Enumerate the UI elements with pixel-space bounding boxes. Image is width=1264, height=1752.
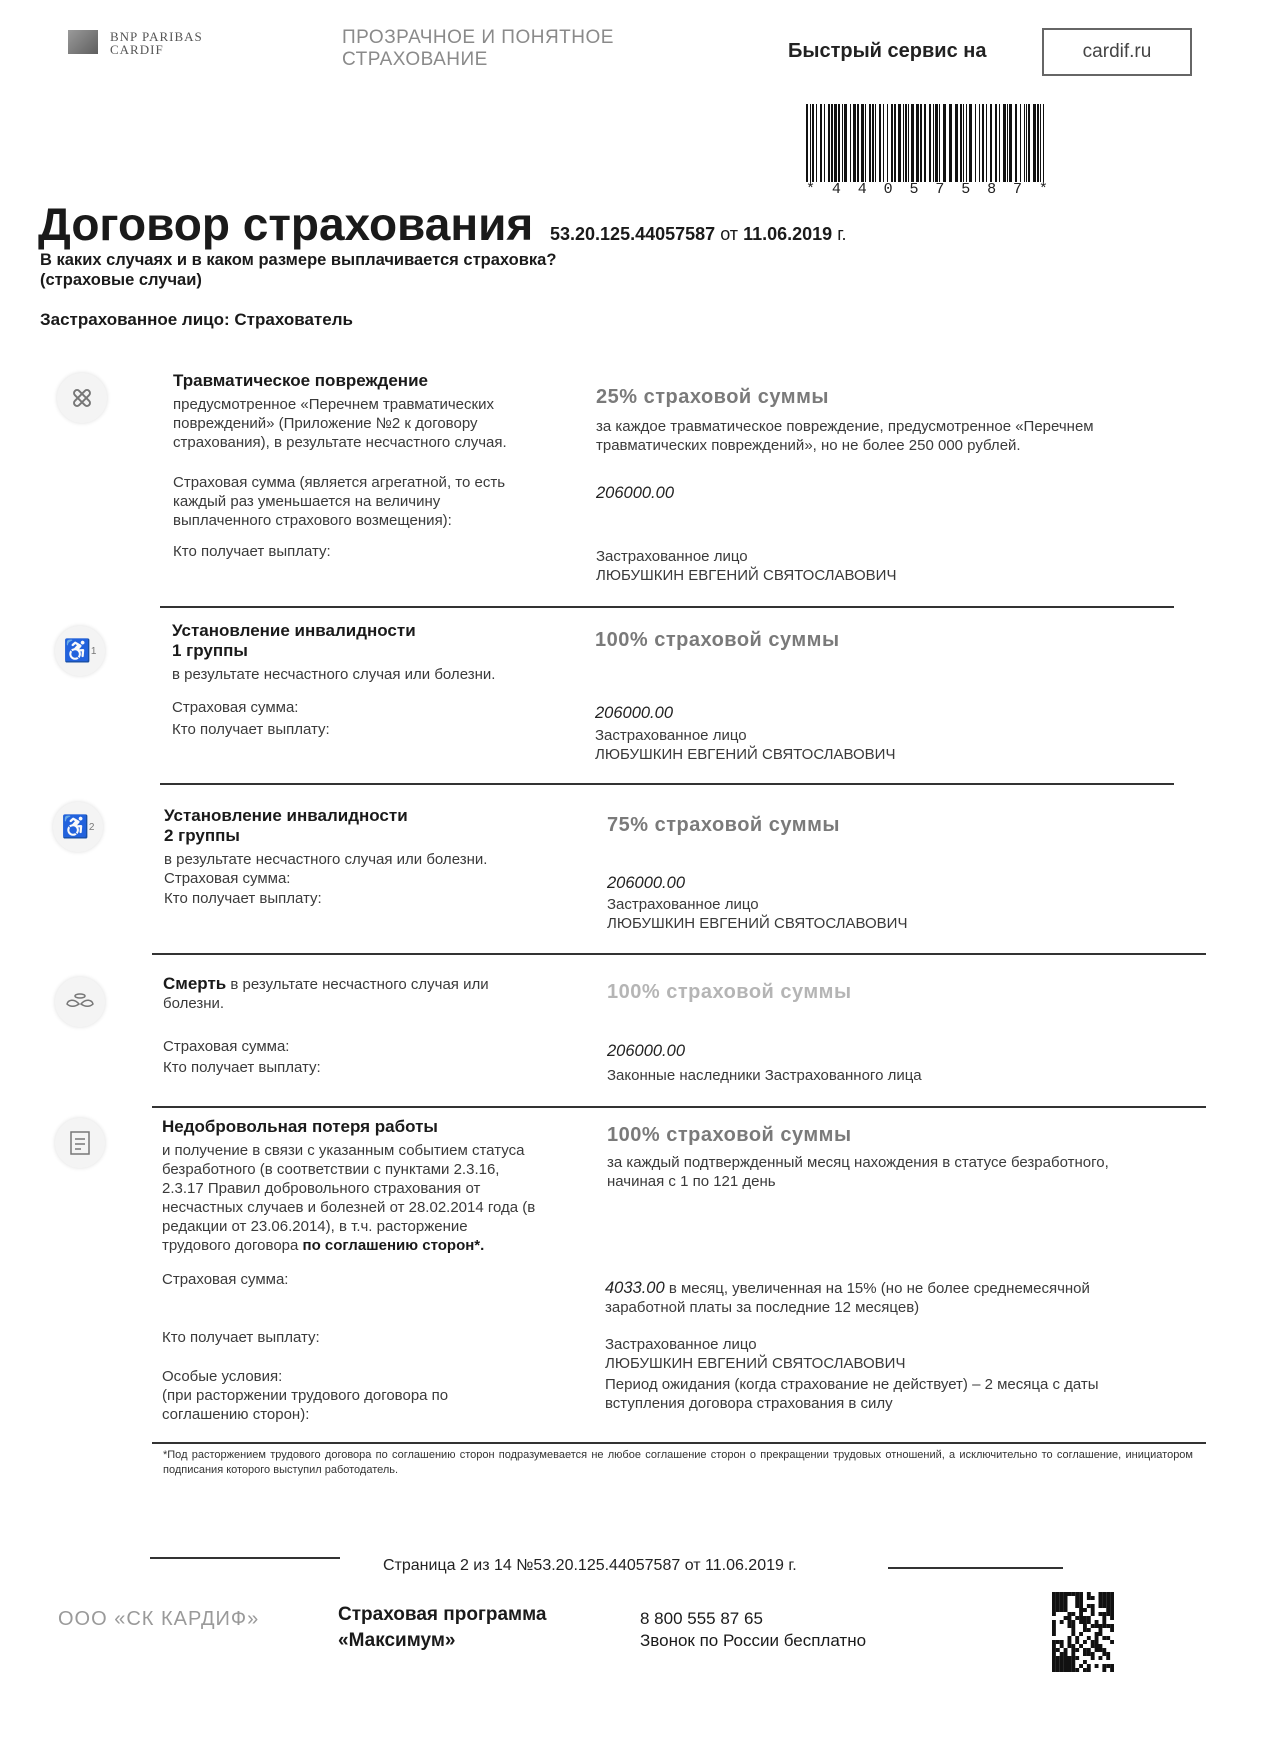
divider (152, 1106, 1206, 1108)
recipient-label-death: Кто получает выплату: (163, 1059, 321, 1076)
footnote: *Под расторжением трудового договора по соглашению сторон подразумевается не любое соглашение сторон о прекращении трудовых отношений, а исключительно то соглашение, инициатором подписания которого выступил работодатель. (163, 1449, 1193, 1476)
case-desc-trauma: предусмотренное «Перечнем травматических повреждений» (Приложение №2 к договору страхования), в результате несчастного случая. (173, 396, 507, 451)
percent-trauma: 25% страховой суммы (596, 386, 829, 408)
dismissal-document-icon (55, 1118, 105, 1168)
special-job-loss: Период ожидания (когда страхование не действует) – 2 месяца с даты вступления договора страхования в силу (605, 1376, 1099, 1412)
amount-job-loss: 4033.00 в месяц, увеличенная на 15% (но не более среднемесячной заработной платы за последние 12 месяцев) (605, 1279, 1090, 1316)
sum-label-death: Страховая сумма: (163, 1038, 290, 1055)
recipient-label-disability2: Кто получает выплату: (164, 890, 322, 907)
recipient-label-job-loss: Кто получает выплату: (162, 1329, 320, 1346)
percent-disability2: 75% страховой суммы (607, 814, 840, 836)
wheelchair-icon: ♿ 1 (55, 626, 105, 676)
insured-person-label: Застрахованное лицо: Страхователь (40, 310, 353, 329)
recipient-label-disability1: Кто получает выплату: (172, 721, 330, 738)
percent-death: 100% страховой суммы (607, 981, 852, 1003)
divider (160, 783, 1174, 785)
case-desc-disability2: в результате несчастного случая или болезни. (164, 851, 488, 868)
page-info: Страница 2 из 14 №53.20.125.44057587 от 11.06.2019 г. (383, 1557, 797, 1574)
case-title-disability2: Установление инвалидности 2 группы (164, 806, 408, 845)
recipient-death: Законные наследники Застрахованного лица (607, 1067, 922, 1084)
case-desc-disability1: в результате несчастного случая или болезни. (172, 666, 496, 683)
angel-wings-icon-glyph (65, 992, 95, 1012)
divider (160, 606, 1174, 608)
recipient-label-trauma: Кто получает выплату: (173, 543, 331, 560)
percent-desc-trauma: за каждое травматическое повреждение, предусмотренное «Перечнем травматических повреждений», но не более 250 000 рублей. (596, 418, 1094, 454)
amount-disability2: 206000.00 (607, 874, 685, 892)
bnp-logo-icon (68, 30, 98, 54)
wheelchair-icon-glyph: ♿ (61, 814, 89, 839)
company-logo-text: BNP PARIBAS CARDIF (110, 29, 203, 57)
page-title: Договор страхования (38, 198, 534, 250)
footer-rule-right (888, 1567, 1063, 1569)
sum-label-job-loss: Страховая сумма: (162, 1271, 289, 1288)
case-title-death: Смерть в результате несчастного случая или болезни. (163, 974, 489, 1012)
qr-code-icon[interactable] (1052, 1592, 1114, 1672)
slogan: ПРОЗРАЧНОЕ И ПОНЯТНОЕ СТРАХОВАНИЕ (342, 27, 614, 70)
phone-number[interactable]: 8 800 555 87 65 (640, 1609, 763, 1628)
footer-rule-left (150, 1557, 340, 1559)
sum-label-trauma: Страховая сумма (является агрегатной, то есть каждый раз уменьшается на величину выплаченного страхового возмещения): (173, 474, 506, 529)
sum-label-disability2: Страховая сумма: (164, 870, 291, 887)
case-title-disability1: Установление инвалидности 1 группы (172, 621, 416, 660)
wheelchair-icon-glyph: ♿ (63, 638, 91, 663)
barcode-number: * 4 4 0 5 7 5 8 7 * (806, 181, 1048, 198)
percent-job-loss: 100% страховой суммы (607, 1124, 852, 1146)
case-desc-job-loss: и получение в связи с указанным событием статуса безработного (в соответствии с пунктами 2.3.16, 2.3.17 Правил добровольного страхования от несчастных случаев и болезней от 28.02.2014 года (в редакции от 23.06.2014), в т.ч. расторжение трудового договора по соглашению сторон*. (162, 1142, 536, 1254)
recipient-trauma: Застрахованное лицо ЛЮБУШКИН ЕВГЕНИЙ СВЯТОСЛАВОВИЧ (596, 548, 897, 584)
recipient-job-loss: Застрахованное лицо ЛЮБУШКИН ЕВГЕНИЙ СВЯТОСЛАВОВИЧ (605, 1336, 906, 1372)
amount-trauma: 206000.00 (596, 484, 674, 502)
percent-disability1: 100% страховой суммы (595, 629, 840, 651)
wheelchair-icon: ♿ 2 (53, 802, 103, 852)
special-label-job-loss: Особые условия: (при расторжении трудового договора по соглашению сторон): (162, 1368, 449, 1423)
percent-desc-job-loss: за каждый подтвержденный месяц нахождения в статусе безработного, начиная с 1 по 121 день (607, 1154, 1109, 1190)
dismissal-document-icon-glyph (69, 1130, 91, 1156)
case-title-trauma: Травматическое повреждение (173, 371, 428, 390)
amount-death: 206000.00 (607, 1042, 685, 1060)
sum-label-disability1: Страховая сумма: (172, 699, 299, 716)
bandage-icon-glyph (70, 386, 94, 410)
fast-service-label: Быстрый сервис на (788, 40, 987, 62)
insurance-program: Страховая программа «Максимум» (338, 1604, 547, 1651)
case-title-job-loss: Недобровольная потеря работы (162, 1117, 438, 1136)
divider (152, 953, 1206, 955)
service-site-link[interactable]: cardif.ru (1042, 28, 1192, 76)
divider (152, 1442, 1206, 1444)
recipient-disability2: Застрахованное лицо ЛЮБУШКИН ЕВГЕНИЙ СВЯТОСЛАВОВИЧ (607, 896, 908, 932)
hotline: 8 800 555 87 65 Звонок по России бесплатно (640, 1609, 867, 1650)
recipient-disability1: Застрахованное лицо ЛЮБУШКИН ЕВГЕНИЙ СВЯТОСЛАВОВИЧ (595, 727, 896, 763)
section-question: В каких случаях и в каком размере выплачивается страховка? (страховые случаи) (40, 251, 557, 289)
contract-number: 53.20.125.44057587 от 11.06.2019 г. (550, 224, 847, 244)
company-name: ООО «СК КАРДИФ» (58, 1608, 260, 1630)
angel-wings-icon (55, 977, 105, 1027)
bandage-icon (57, 373, 107, 423)
barcode-icon (806, 104, 1048, 182)
amount-disability1: 206000.00 (595, 704, 673, 722)
